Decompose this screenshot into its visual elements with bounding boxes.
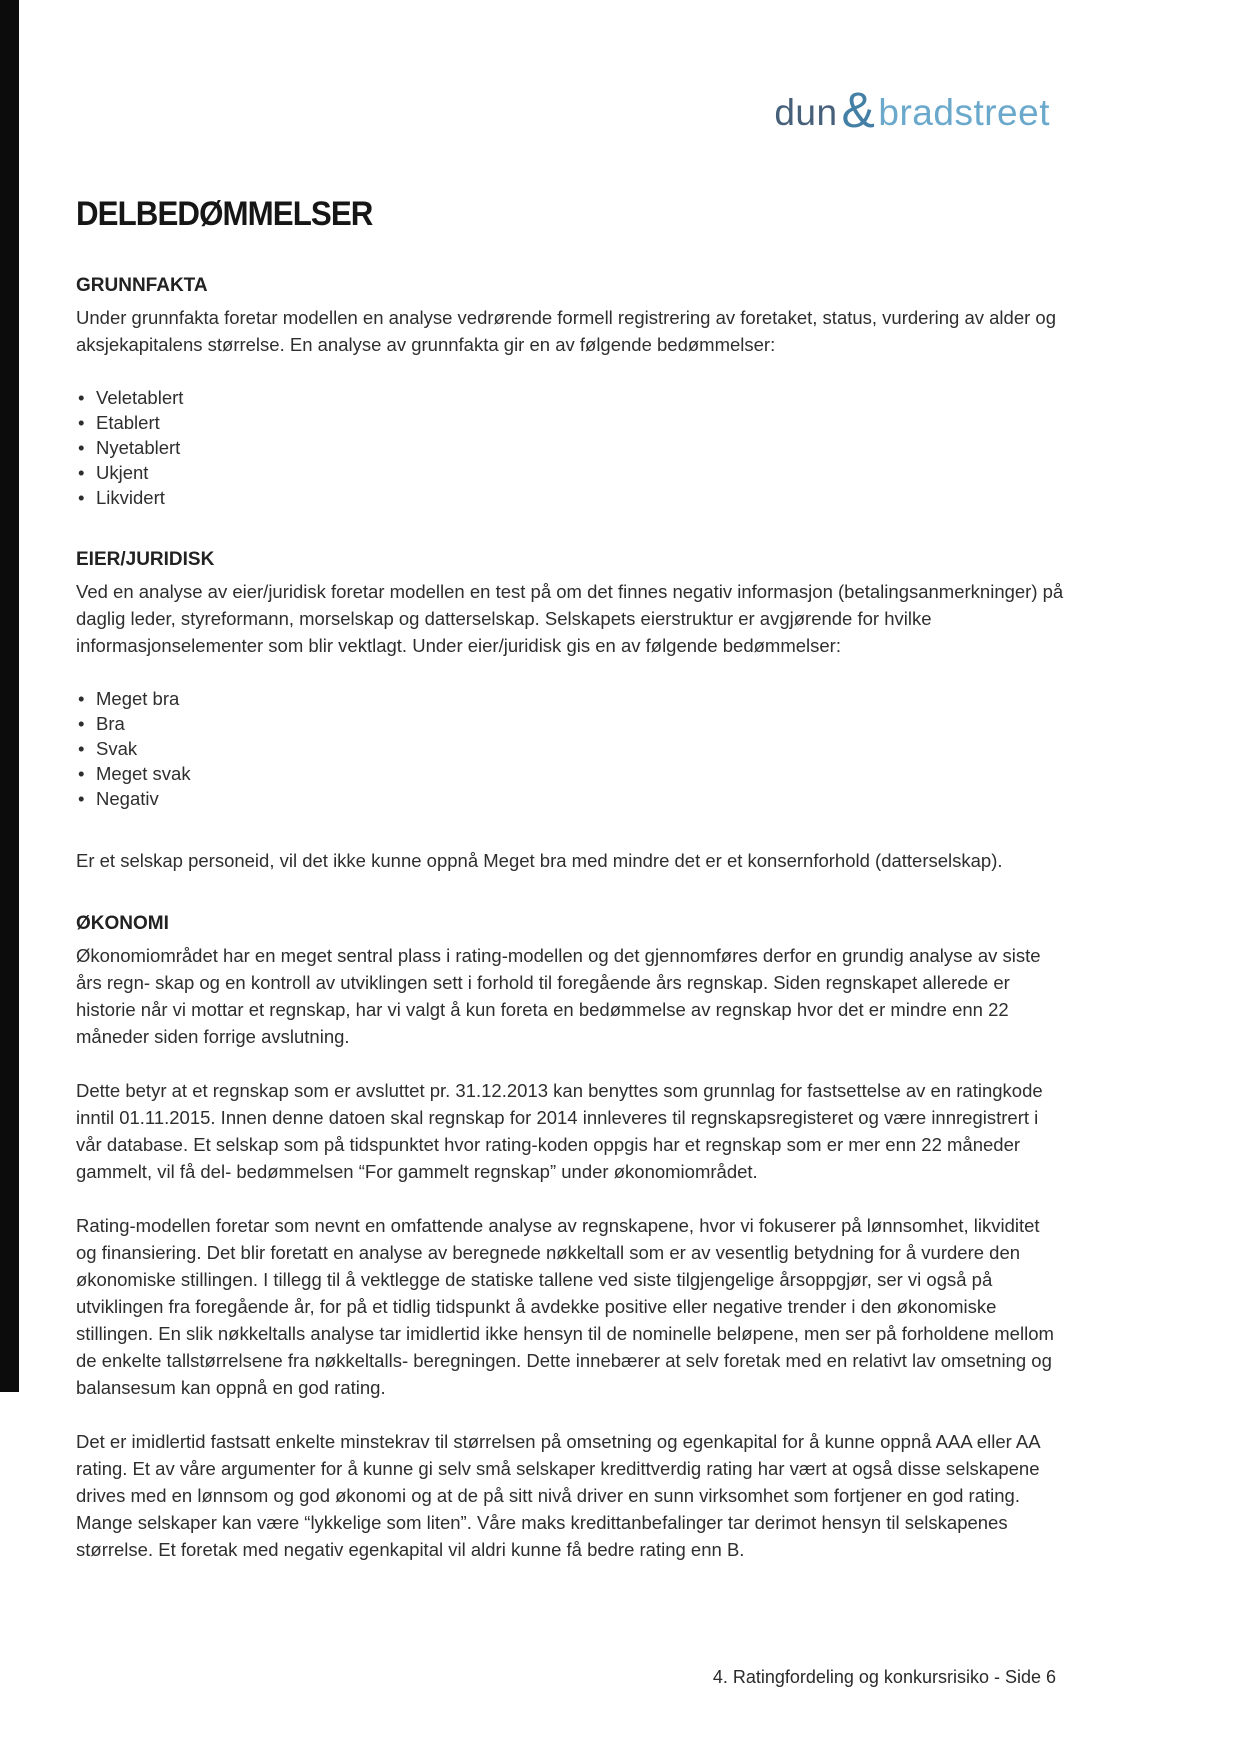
list-item: • Nyetablert xyxy=(78,435,1064,460)
page-title: DELBEDØMMELSER xyxy=(76,195,373,233)
ampersand-icon: & xyxy=(841,82,876,138)
grunnfakta-bullet-list xyxy=(76,385,1064,510)
logo-text-bradstreet: bradstreet xyxy=(878,92,1050,133)
grunnfakta-intro: Under grunnfakta foretar modellen en analyse vedrørende formell registrering av foretaket, status, vurdering av alder og aksjekapitalens størrelse. En analyse av grunnfakta gir en av følgende bedømmelser: xyxy=(76,307,1056,355)
okonomi-paragraph: Rating-modellen foretar som nevnt en omfattende analyse av regnskapene, hvor vi fokuserer på lønnsomhet, likviditet og finansiering. Det blir foretatt en analyse av beregnede nøkkeltall som er av vesentlig betydning for å vurdere den økonomiske stillingen. I tillegg til å vektlegge de statiske tallene ved siste tilgjengelige årsoppgjør, ser vi også på utviklingen fra foregående år, for på et tidlig tidspunkt å avdekke positive eller negative trender i den økonomiske stillingen. En slik nøkkeltalls analyse tar imidlertid ikke hensyn til de nominelle beløpene, men ser på forholdene mellom de enkelte tallstørrelsene fra nøkkeltalls- beregningen. Dette innebærer at selv foretak med en relativt lav omsetning og balansesum kan oppnå en god rating. xyxy=(76,1215,1054,1398)
page-footer: 4. Ratingfordeling og konkursrisiko - Side 6 xyxy=(712,1667,1056,1687)
list-item: • Etablert xyxy=(78,410,1064,435)
logo-text-dun: dun xyxy=(774,92,838,133)
okonomi-paragraph: Det er imidlertid fastsatt enkelte minstekrav til størrelsen på omsetning og egenkapital for å kunne oppnå AAA eller AA rating. Et av våre argumenter for å kunne gi selv små selskaper kredittverdig rating har vært at også disse selskapene drives med en lønnsom og god økonomi og at de på sitt nivå driver en sunn virksomhet som fortjener en god rating. Mange selskaper kan være “lykkelige som liten”. Våre maks kredittanbefalinger tar derimot hensyn til selskapenes størrelse. Et foretak med negativ egenkapital vil aldri kunne få bedre rating enn B. xyxy=(76,1431,1040,1560)
document-body xyxy=(76,196,1064,1563)
list-item: • Ukjent xyxy=(78,460,1064,485)
list-item: • Bra xyxy=(78,711,1064,736)
eier-juridisk-intro: Ved en analyse av eier/juridisk foretar modellen en test på om det finnes negativ informasjon (betalingsanmerkninger) på daglig leder, styreformann, morselskap og datterselskap. Selskapets eierstruktur er avgjørende for hvilke informasjonselementer som blir vektlagt. Under eier/juridisk gis en av følgende bedømmelser: xyxy=(76,581,1064,656)
okonomi-heading: ØKONOMI xyxy=(76,913,169,934)
dun-bradstreet-logo xyxy=(774,84,1050,142)
list-item: • Likvidert xyxy=(78,485,1064,510)
eier-juridisk-note: Er et selskap personeid, vil det ikke kunne oppnå Meget bra med mindre det er et konsernforhold (datterselskap). xyxy=(76,850,1003,871)
section-eier-juridisk xyxy=(76,548,1064,874)
list-item: • Meget bra xyxy=(78,686,1064,711)
left-edge-bar xyxy=(0,0,19,1392)
okonomi-paragraph: Økonomiområdet har en meget sentral plass i rating-modellen og det gjennomføres derfor en grundig analyse av siste års regn- skap og en kontroll av utviklingen sett i forhold til foregående års regnskap. Siden regnskapet allerede er historie når vi mottar et regnskap, har vi valgt å kun foreta en bedømmelse av regnskap hvor det er mindre enn 22 måneder siden forrige avslutning. xyxy=(76,945,1041,1047)
list-item: • Svak xyxy=(78,736,1064,761)
grunnfakta-heading: GRUNNFAKTA xyxy=(76,275,208,296)
eier-juridisk-heading: EIER/JURIDISK xyxy=(76,549,215,570)
okonomi-paragraph: Dette betyr at et regnskap som er avsluttet pr. 31.12.2013 kan benyttes som grunnlag for fastsettelse av en ratingkode inntil 01.11.2015. Innen denne datoen skal regnskap for 2014 innleveres til regnskapsregisteret og være innregistrert i vår database. Et selskap som på tidspunktet hvor rating-koden oppgis har et regnskap som er mer enn 22 måneder gammelt, vil få del- bedømmelsen “For gammelt regnskap” under økonomiområdet. xyxy=(76,1080,1043,1182)
section-okonomi xyxy=(76,912,1064,1563)
list-item: • Negativ xyxy=(78,786,1064,811)
list-item: • Meget svak xyxy=(78,761,1064,786)
eier-juridisk-bullet-list xyxy=(76,686,1064,811)
list-item: • Veletablert xyxy=(78,385,1064,410)
section-grunnfakta xyxy=(76,274,1064,510)
